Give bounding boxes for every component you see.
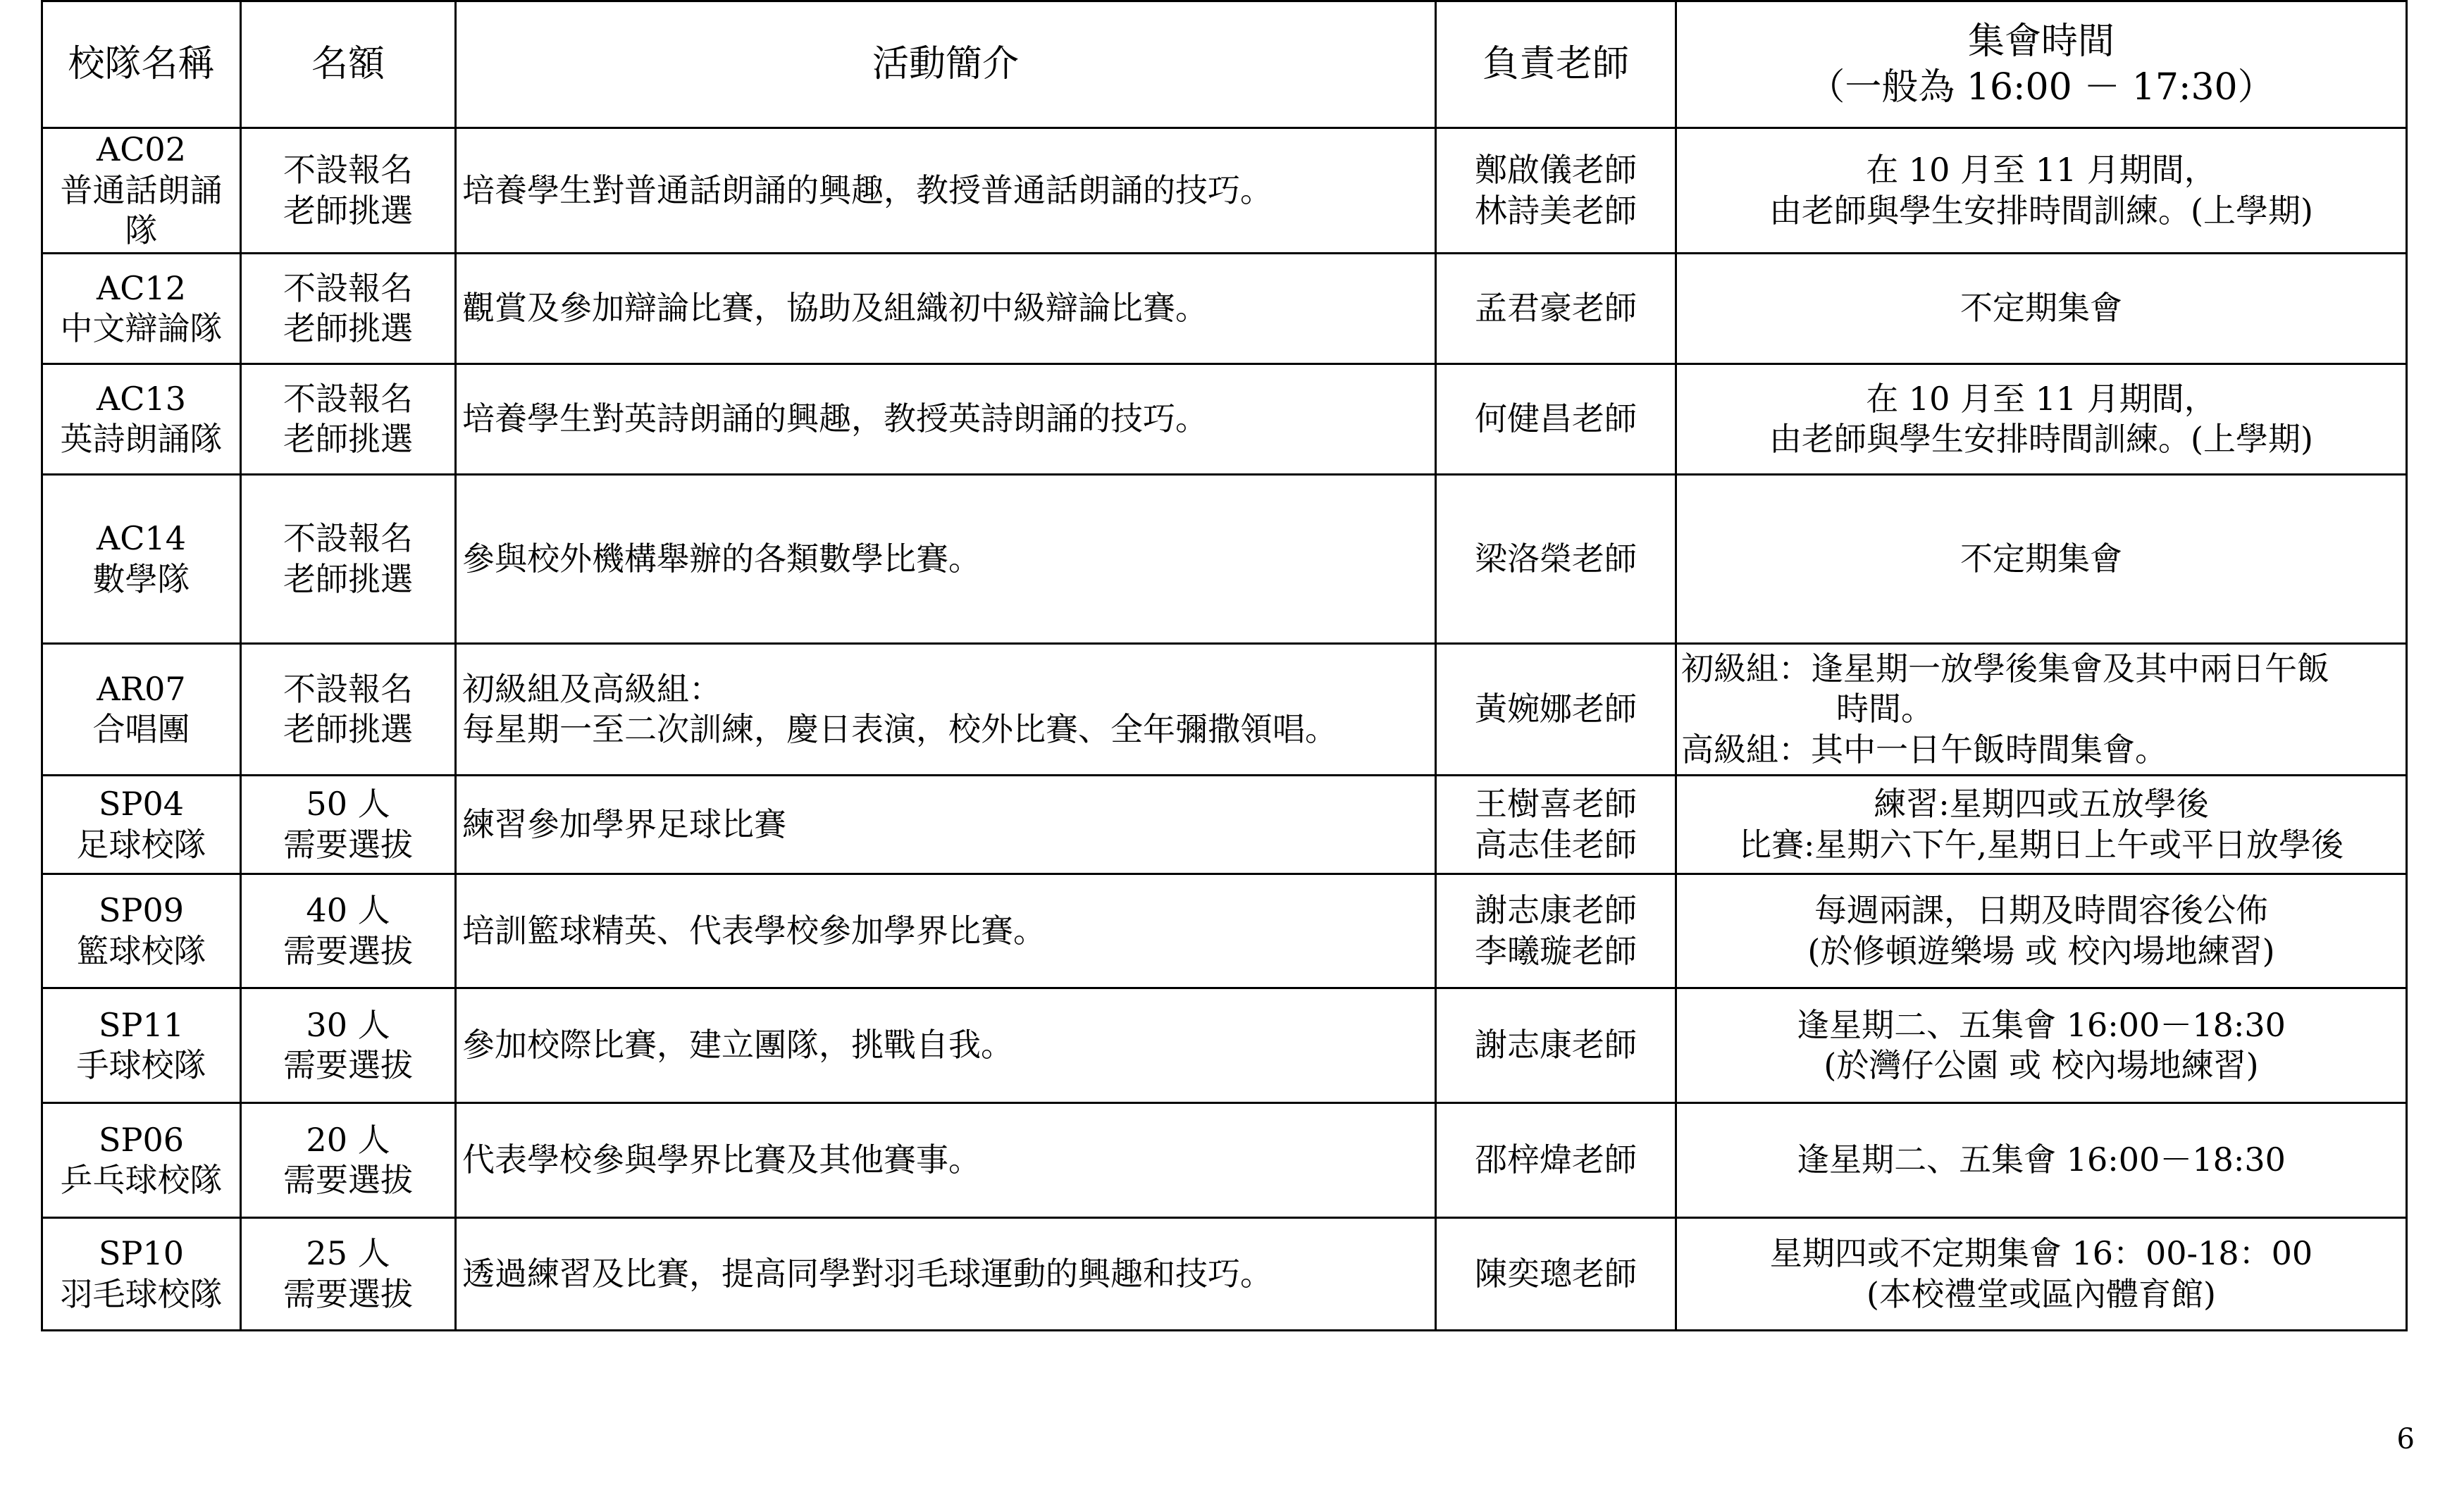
team-code: AC12 [97,268,186,307]
teacher-name: 邵梓煒老師 [1475,1141,1637,1179]
description-cell [456,254,1436,364]
quota-text: 50 人 [306,785,390,823]
meeting-time-cell [1676,1103,2407,1218]
team-name-cell [42,644,241,776]
teacher-name: 謝志康老師 [1475,1026,1637,1064]
header-quota: 名額 [241,1,456,128]
teacher-cell [1436,644,1676,776]
meeting-time-text: 逢星期二、五集會 16:00－18:30 [1797,1141,2286,1179]
meeting-time-text: 每週兩課，日期及時間容後公佈 [1814,891,2268,929]
teacher-name: 王樹喜老師 [1475,785,1637,823]
teacher-cell [1436,776,1676,874]
team-name: 乒乓球校隊 [60,1161,223,1199]
team-code: SP06 [99,1120,184,1159]
header-description: 活動簡介 [456,1,1436,128]
team-name-cell [42,128,241,254]
meeting-time-text: 星期四或不定期集會 16：00-18：00 [1769,1234,2313,1272]
quota-cell [241,475,456,644]
quota-text: 30 人 [306,1005,390,1044]
team-name: 隊 [125,211,158,250]
teacher-name: 李曦璇老師 [1475,931,1637,970]
quota-text: 需要選拔 [283,1046,413,1084]
quota-cell [241,254,456,364]
table-row [42,475,2407,644]
team-name: 手球校隊 [76,1046,206,1084]
table-row [42,128,2407,254]
description-text: 透過練習及比賽，提高同學對羽毛球運動的興趣和技巧。 [462,1254,1273,1293]
team-name: 羽毛球校隊 [60,1274,223,1313]
description-text: 培訓籃球精英、代表學校參加學界比賽。 [462,911,1046,950]
team-name: 足球校隊 [76,825,206,864]
meeting-time-text: (於修頓遊樂場 或 校內場地練習) [1807,931,2275,970]
team-name-cell [42,874,241,988]
team-name-cell [42,1103,241,1218]
meeting-time-cell [1676,874,2407,988]
team-name-cell [42,1218,241,1331]
teacher-name: 鄭啟儀老師 [1475,151,1637,189]
quota-text: 不設報名 [283,268,413,307]
description-cell [456,874,1436,988]
table-header-row [42,1,2407,128]
team-name: 英詩朗誦隊 [60,420,223,458]
team-code: AC13 [97,379,186,418]
description-text: 練習參加學界足球比賽 [462,804,786,843]
meeting-time-cell [1676,128,2407,254]
table-row [42,254,2407,364]
quota-cell [241,874,456,988]
description-text: 每星期一至二次訓練，慶日表演，校外比賽、全年彌撒領唱。 [462,710,1337,748]
meeting-time-cell [1676,776,2407,874]
quota-text: 老師挑選 [283,710,413,748]
description-cell [456,1103,1436,1218]
meeting-time-text: 高級組：其中一日午飯時間集會。 [1681,730,2167,769]
teacher-name: 黃婉娜老師 [1475,690,1637,728]
table-row [42,874,2407,988]
table-row [42,644,2407,776]
quota-text: 不設報名 [283,669,413,708]
quota-text: 需要選拔 [283,1161,413,1199]
meeting-time-cell [1676,1218,2407,1331]
meeting-time-cell [1676,254,2407,364]
header-team-name: 校隊名稱 [42,1,241,128]
meeting-time-text: 比賽:星期六下午,星期日上午或平日放學後 [1738,825,2344,864]
teacher-name: 孟君豪老師 [1475,289,1637,328]
meeting-time-text: 由老師與學生安排時間訓練。(上學期) [1769,420,2313,458]
quota-cell [241,776,456,874]
teacher-cell [1436,128,1676,254]
teacher-cell [1436,364,1676,475]
description-cell [456,475,1436,644]
description-cell [456,988,1436,1103]
team-name: 中文辯論隊 [60,309,223,347]
table-row [42,988,2407,1103]
quota-cell [241,364,456,475]
team-name-cell [42,364,241,475]
table-row [42,1218,2407,1331]
team-name-cell [42,776,241,874]
teacher-name: 何健昌老師 [1475,399,1637,438]
quota-text: 需要選拔 [283,931,413,970]
team-code: SP04 [99,785,184,823]
description-text: 培養學生對英詩朗誦的興趣，教授英詩朗誦的技巧。 [462,399,1208,438]
quota-cell [241,644,456,776]
description-text: 參與校外機構舉辦的各類數學比賽。 [462,539,981,578]
teacher-name: 謝志康老師 [1475,891,1637,929]
quota-text: 老師挑選 [283,420,413,458]
description-cell [456,364,1436,475]
header-teacher: 負責老師 [1436,1,1676,128]
quota-cell [241,988,456,1103]
school-teams-table [41,0,2408,1331]
quota-cell [241,128,456,254]
team-name-cell [42,475,241,644]
description-text: 初級組及高級組： [462,669,722,708]
meeting-time-cell [1676,988,2407,1103]
team-name: 合唱團 [92,710,190,748]
description-cell [456,128,1436,254]
teacher-name: 梁洛榮老師 [1475,539,1637,578]
header-meeting-time-title: 集會時間 [1967,20,2115,63]
team-name: 籃球校隊 [76,931,206,970]
page-number: 6 [2396,1423,2415,1455]
meeting-time-text: 逢星期二、五集會 16:00－18:30 [1797,1005,2286,1044]
team-code: SP09 [99,891,184,929]
meeting-time-text: 練習:星期四或五放學後 [1874,785,2209,823]
description-cell [456,776,1436,874]
quota-text: 25 人 [306,1234,390,1272]
table-row [42,364,2407,475]
quota-text: 20 人 [306,1120,390,1159]
team-code: AC02 [97,130,186,169]
quota-text: 不設報名 [283,519,413,557]
meeting-time-text: (於灣仔公園 或 校內場地練習) [1824,1046,2259,1084]
meeting-time-text: 不定期集會 [1960,289,2122,328]
team-code: SP10 [99,1234,184,1272]
description-cell [456,1218,1436,1331]
teacher-cell [1436,254,1676,364]
description-cell [456,644,1436,776]
teacher-cell [1436,874,1676,988]
table-row [42,1103,2407,1218]
table-row [42,776,2407,874]
quota-text: 需要選拔 [283,1274,413,1313]
team-code: SP11 [99,1005,184,1044]
meeting-time-text: 初級組：逢星期一放學後集會及其中兩日午飯 [1681,649,2329,688]
teacher-name: 高志佳老師 [1475,825,1637,864]
team-name-cell [42,988,241,1103]
quota-text: 不設報名 [283,379,413,418]
team-name-cell [42,254,241,364]
quota-cell [241,1218,456,1331]
team-code: AC14 [97,519,186,557]
meeting-time-text: 在 10 月至 11 月期間， [1866,151,2217,189]
quota-cell [241,1103,456,1218]
description-text: 培養學生對普通話朗誦的興趣，教授普通話朗誦的技巧。 [462,170,1273,209]
quota-text: 老師挑選 [283,559,413,598]
meeting-time-cell [1676,475,2407,644]
header-meeting-time [1676,1,2407,128]
meeting-time-cell [1676,364,2407,475]
teacher-name: 林詩美老師 [1475,191,1637,230]
description-text: 觀賞及參加辯論比賽，協助及組織初中級辯論比賽。 [462,289,1208,328]
team-code: AR07 [97,669,186,708]
description-text: 代表學校參與學界比賽及其他賽事。 [462,1141,981,1179]
description-text: 參加校際比賽，建立團隊，挑戰自我。 [462,1026,1013,1064]
header-meeting-time-note: （一般為 16:00 － 17:30） [1808,66,2274,108]
team-name: 數學隊 [92,559,190,598]
team-name: 普通話朗誦 [60,170,223,209]
meeting-time-text: 在 10 月至 11 月期間， [1866,379,2217,418]
meeting-time-text: (本校禮堂或區內體育館) [1866,1274,2216,1313]
quota-text: 40 人 [306,891,390,929]
meeting-time-cell [1676,644,2407,776]
quota-text: 不設報名 [283,151,413,189]
teacher-cell [1436,1218,1676,1331]
teacher-cell [1436,1103,1676,1218]
quota-text: 老師挑選 [283,191,413,230]
teacher-cell [1436,475,1676,644]
meeting-time-text: 時間。 [1836,690,1933,728]
meeting-time-text: 由老師與學生安排時間訓練。(上學期) [1769,191,2313,230]
meeting-time-text: 不定期集會 [1960,539,2122,578]
teacher-cell [1436,988,1676,1103]
teacher-name: 陳奕璁老師 [1475,1254,1637,1293]
quota-text: 老師挑選 [283,309,413,347]
quota-text: 需要選拔 [283,825,413,864]
